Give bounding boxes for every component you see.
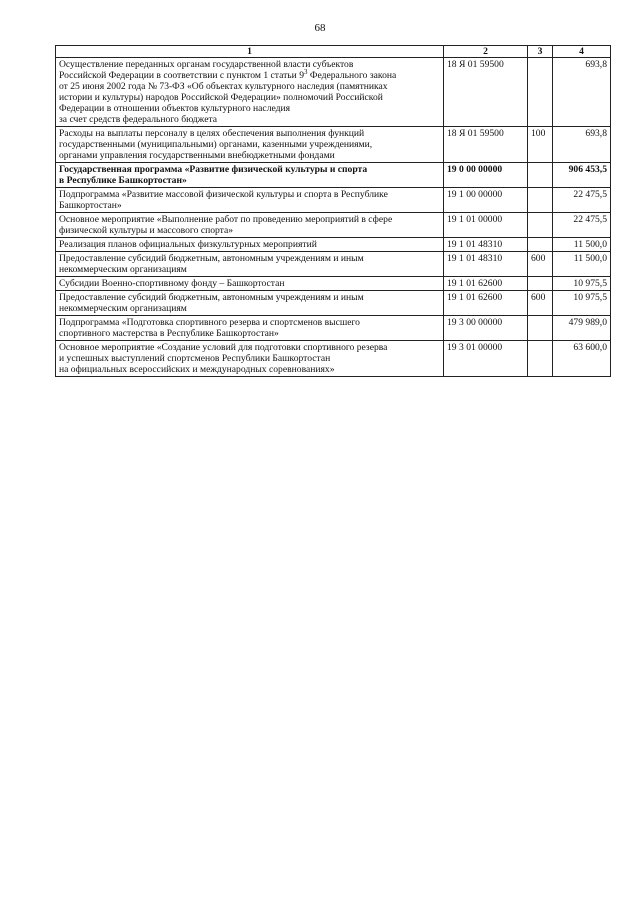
- row-sum: 22 475,5: [553, 213, 611, 238]
- row-code: 19 1 01 62600: [444, 291, 528, 316]
- row-code: 18 Я 01 59500: [444, 127, 528, 163]
- budget-table: [55, 45, 611, 377]
- row-name-line: в Республике Башкортостан»: [59, 175, 187, 186]
- row-name: [56, 252, 444, 277]
- row-expense-type: [528, 188, 553, 213]
- row-name: [56, 238, 444, 252]
- table-row: [56, 163, 611, 188]
- page-number: 68: [314, 22, 326, 34]
- row-expense-type: [528, 277, 553, 291]
- row-name-line: за счет средств федерального бюджета: [59, 114, 218, 125]
- row-name-line: Государственная программа «Развитие физической культуры и спорта: [59, 164, 368, 175]
- row-name-line: от 25 июня 2002 года № 73-ФЗ «Об объектах культурного наследия (памятниках: [59, 81, 388, 92]
- row-code: 19 1 01 48310: [444, 252, 528, 277]
- row-expense-type: [528, 341, 553, 377]
- row-expense-type: [528, 163, 553, 188]
- table-body: [56, 58, 611, 377]
- row-sum: 11 500,0: [553, 252, 611, 277]
- table-row: [56, 58, 611, 127]
- row-name: [56, 316, 444, 341]
- row-name-line: Основное мероприятие «Создание условий для подготовки спортивного резерва: [59, 342, 388, 353]
- row-code: 19 1 01 62600: [444, 277, 528, 291]
- table-row: [56, 238, 611, 252]
- row-expense-type: 600: [528, 291, 553, 316]
- column-header-code: 2: [444, 46, 528, 58]
- row-name-line: Федерации в отношении объектов культурного наследия: [59, 103, 291, 114]
- row-expense-type: [528, 316, 553, 341]
- row-name: [56, 58, 444, 127]
- row-name-line: истории и культуры) народов Российской Федерации» полномочий Российской: [59, 92, 383, 103]
- row-expense-type: 100: [528, 127, 553, 163]
- table-row: [56, 277, 611, 291]
- row-code: 19 1 01 00000: [444, 213, 528, 238]
- row-sum: 906 453,5: [553, 163, 611, 188]
- column-header-type: 3: [528, 46, 553, 58]
- row-expense-type: [528, 58, 553, 127]
- table-row: [56, 127, 611, 163]
- row-name: [56, 163, 444, 188]
- row-name-line: спортивного мастерства в Республике Башкортостан»: [59, 328, 279, 339]
- row-name-line: Башкортостан»: [59, 200, 122, 211]
- footnote-superscript: 3: [304, 67, 308, 76]
- row-name-line: Субсидии Военно-спортивному фонду – Башкортостан: [59, 278, 285, 289]
- row-name: [56, 188, 444, 213]
- row-name-line: Реализация планов официальных физкультурных мероприятий: [59, 239, 317, 250]
- row-name: [56, 277, 444, 291]
- row-code: 19 1 01 48310: [444, 238, 528, 252]
- row-name: [56, 341, 444, 377]
- row-sum: 10 975,5: [553, 277, 611, 291]
- row-sum: 693,8: [553, 58, 611, 127]
- row-name: [56, 127, 444, 163]
- table-row: [56, 213, 611, 238]
- row-name-line: Предоставление субсидий бюджетным, автономным учреждениям и иным: [59, 292, 364, 303]
- row-name-line: Предоставление субсидий бюджетным, автономным учреждениям и иным: [59, 253, 364, 264]
- row-expense-type: 600: [528, 252, 553, 277]
- column-header-sum: 4: [553, 46, 611, 58]
- table-header-row: [56, 46, 611, 58]
- row-sum: 10 975,5: [553, 291, 611, 316]
- row-sum: 479 989,0: [553, 316, 611, 341]
- table-row: [56, 188, 611, 213]
- table-row: [56, 316, 611, 341]
- row-name-line: Подпрограмма «Подготовка спортивного резерва и спортсменов высшего: [59, 317, 360, 328]
- row-code: 19 1 00 00000: [444, 188, 528, 213]
- row-sum: 22 475,5: [553, 188, 611, 213]
- table-row: [56, 341, 611, 377]
- row-name-line: физической культуры и массового спорта»: [59, 225, 234, 236]
- row-name: [56, 213, 444, 238]
- row-sum: 63 600,0: [553, 341, 611, 377]
- row-sum: 693,8: [553, 127, 611, 163]
- row-code: 19 3 01 00000: [444, 341, 528, 377]
- row-name-line: некоммерческим организациям: [59, 303, 187, 314]
- row-code: 19 3 00 00000: [444, 316, 528, 341]
- row-name-line: некоммерческим организациям: [59, 264, 187, 275]
- row-expense-type: [528, 213, 553, 238]
- row-name: [56, 291, 444, 316]
- row-name-line: Расходы на выплаты персоналу в целях обеспечения выполнения функций: [59, 128, 365, 139]
- row-name-line: Российской Федерации в соответствии с пунктом 1 статьи $9^3$ Федерального закона: [59, 67, 397, 81]
- table-row: [56, 291, 611, 316]
- column-header-name: 1: [56, 46, 444, 58]
- table-row: [56, 252, 611, 277]
- row-name-line: Подпрограмма «Развитие массовой физической культуры и спорта в Республике: [59, 189, 388, 200]
- row-name-line: органами управления государственными внебюджетными фондами: [59, 150, 335, 161]
- row-code: 18 Я 01 59500: [444, 58, 528, 127]
- row-name-line: государственными (муниципальными) органами, казенными учреждениями,: [59, 139, 373, 150]
- row-expense-type: [528, 238, 553, 252]
- row-name-line: и успешных выступлений спортсменов Республики Башкортостан: [59, 353, 331, 364]
- row-code: 19 0 00 00000: [444, 163, 528, 188]
- row-name-line: Осуществление переданных органам государственной власти субъектов: [59, 59, 354, 70]
- row-name-line: Основное мероприятие «Выполнение работ по проведению мероприятий в сфере: [59, 214, 393, 225]
- row-name-line: на официальных всероссийских и международных соревнованиях»: [59, 364, 335, 375]
- row-sum: 11 500,0: [553, 238, 611, 252]
